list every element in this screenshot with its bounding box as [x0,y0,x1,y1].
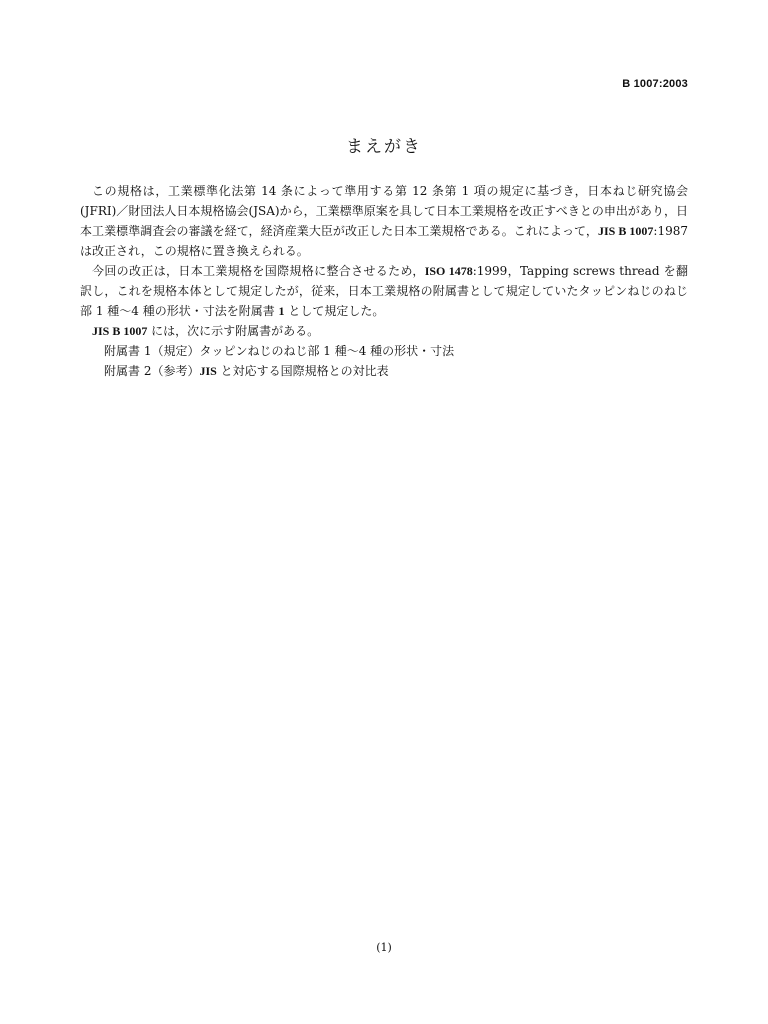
annex-list [80,341,688,381]
annex-title: 附属書 2（参考） [104,364,200,378]
standard-reference: JIS B 1007 [92,324,148,338]
paragraph-text: この規格は，工業標準化法第 14 条によって準用する第 12 条第 1 項の規定に基づき，日本ねじ研究協会 (JFRI)／財団法人日本規格協会(JSA)から，工業標準原案を具して日本工業規格を改正すべきとの申出があり，日本工業標準調査会の審議を経て，経済産業大臣が改正した日本工業規格である。これによって， [80,184,688,238]
foreword-body [80,181,688,381]
list-item-annex-1 [80,341,688,361]
paragraph-text: :1987 は改正され，この規格に置き換えられる。 [80,224,688,258]
annex-title: と対応する国際規格との対比表 [216,364,389,378]
paragraph-text: には，次に示す附属書がある。 [147,324,320,338]
paragraph-revision-details [80,261,688,321]
paragraph-text: として規定した。 [284,304,385,318]
paragraph-text: :1999，Tapping screws thread を翻訳し，これを規格本体として規定したが，従来，日本工業規格の附属書として規定していたタッピンねじのねじ部 1 種～4 種の形状・寸法を附属書 [80,264,688,318]
paragraph-annex-intro [80,321,688,341]
document-number: B 1007:2003 [622,78,688,90]
standard-reference: JIS [199,364,217,378]
annex-number: 1 [278,304,285,318]
standard-reference: JIS B 1007 [597,224,654,238]
paragraph-revision-basis [80,181,688,261]
page-number: (1) [376,941,392,954]
list-item-annex-2 [80,361,688,381]
page-title: まえがき [346,137,422,157]
annex-title: 附属書 1（規定）タッピンねじのねじ部 1 種～4 種の形状・寸法 [104,344,455,358]
standard-reference: ISO 1478 [424,264,473,278]
paragraph-text: 今回の改正は，日本工業規格を国際規格に整合させるため， [92,264,425,278]
